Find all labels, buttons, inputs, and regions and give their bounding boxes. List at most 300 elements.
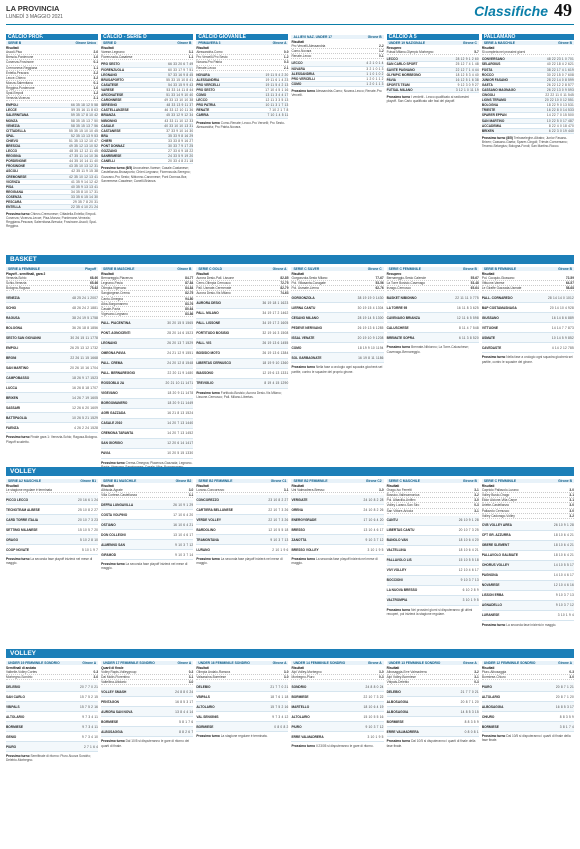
team-stats: 20 7 7 0 21 xyxy=(80,684,99,689)
score: 3-2 xyxy=(474,670,479,675)
team-name: SESTO SAN GIOVANNI xyxy=(6,335,41,340)
team-stats: 21 7 7 0 21 xyxy=(270,684,289,689)
team-name: CARTIERA BELLUNESE xyxy=(196,507,233,512)
score: 3-1 xyxy=(283,488,289,493)
team-stats: 18 10 6 4 20 xyxy=(458,538,479,543)
team-name: TRAMONTANA xyxy=(196,537,219,542)
team-stats: 9 10 3 7 12 xyxy=(555,603,574,608)
team-name: PICCO LECCO xyxy=(6,497,29,502)
next-round-label: Prossimo turno xyxy=(101,739,125,744)
team-name: BRIXEN xyxy=(481,128,494,133)
team-name: AURORA DESIO xyxy=(196,301,222,306)
result-line xyxy=(482,50,574,55)
team-name: COSTA VOLPINO xyxy=(101,512,128,517)
team-stats: 3 12 1 0 11 19 xyxy=(455,87,479,92)
team-stats: 9 10 3 7 12 xyxy=(365,724,384,729)
team-stats: 20 14 10 4 928 xyxy=(549,305,574,310)
group-header xyxy=(482,267,574,271)
next-round-label: Prossimo turno xyxy=(291,744,316,749)
team-name: BREMATE SOPRA xyxy=(386,335,415,340)
table-row xyxy=(6,333,98,343)
group-header xyxy=(6,661,98,665)
score: 0-3 xyxy=(379,675,384,680)
table-row xyxy=(6,535,98,545)
team-name: ALBOSAGGIA xyxy=(386,709,409,714)
team-stats: 42 35 11 9 15 38 xyxy=(71,169,99,174)
team-stats: 26 19 13 6 1285 xyxy=(357,325,384,330)
match: Uni Valmadrera-Bresso xyxy=(291,488,325,493)
team-name: ROSSOBLU 2A xyxy=(101,381,125,386)
table-row xyxy=(6,313,98,323)
team-stats: 42 35 10 12 13 41 xyxy=(69,174,99,179)
team-stats: 38 24 19 5 1758 xyxy=(72,315,99,320)
team-stats: 10 22 5 0 17 487 xyxy=(546,118,574,123)
team-stats: 20 10 7 3 25 xyxy=(458,528,479,533)
match: Pol. Usmate-Lierna xyxy=(291,286,319,291)
result-line xyxy=(291,54,383,59)
score: 2-2 xyxy=(93,70,99,75)
team-name: GORGONZOLA xyxy=(291,295,315,300)
team-stats: 18 10 6 4 21 xyxy=(553,533,574,538)
group-label: Girone A xyxy=(272,661,287,665)
team-stats: 15 10 5 7 20 xyxy=(78,527,99,532)
page-number: 49 xyxy=(554,0,572,20)
group-label: Girone B xyxy=(558,267,572,271)
table-row xyxy=(196,329,288,339)
standings-table xyxy=(387,516,479,606)
team-name: FAENZA xyxy=(6,425,19,430)
group-name: UNDER 17 FEMMINILE SONDRIO xyxy=(103,661,155,665)
next-round-label: Prossimo turno xyxy=(481,622,506,627)
team-name: SAN MARTINO xyxy=(6,365,29,370)
team-stats: 15 7 5 2 15 xyxy=(80,694,99,699)
team-stats: 18 12 5 3 4 40 xyxy=(455,72,479,77)
team-stats: 28 20 14 6 1523 xyxy=(167,331,194,336)
team-stats: 48 22 23 1 0 701 xyxy=(546,57,574,62)
team-stats: 54 33 15 9 9 43 xyxy=(168,82,194,87)
table-row xyxy=(482,591,574,601)
team-stats: 16 11 8 3 625 xyxy=(456,305,479,310)
team-name: CARD TORRE ITALIA xyxy=(6,517,39,522)
team-name: PESCARA xyxy=(6,200,22,204)
group-label: Girone A xyxy=(463,661,477,665)
table-row xyxy=(291,702,383,712)
team-name: PRO VERCELLI xyxy=(196,82,220,87)
score: 3-2 xyxy=(569,513,574,518)
team-stats: 58 35 15 13 7 50 xyxy=(71,118,99,123)
team-stats: 16 10 6 4 21 xyxy=(173,522,194,527)
volley-section-2 xyxy=(6,660,574,844)
team-stats: 26 19 13 6 1384 xyxy=(262,351,289,356)
table-row xyxy=(482,293,574,303)
group-name: SERIE B MASCHILE xyxy=(103,267,135,271)
team-stats: 3 8 1 7 4 xyxy=(559,724,574,729)
team-stats: 30 20 15 5 1565 xyxy=(167,321,194,326)
masthead xyxy=(6,4,63,20)
next-round xyxy=(387,739,479,747)
next-round-label: Prossimo turno xyxy=(291,88,316,93)
team-name: BRESCIA xyxy=(6,143,21,148)
table-row xyxy=(101,369,193,379)
column-title: CALCIO - SERIE D xyxy=(101,34,193,40)
team-name: CASALE 2010 xyxy=(101,421,123,426)
team-stats: 23 10 8 2 27 xyxy=(268,497,289,502)
team-name: CAVENAGO BRIANZA xyxy=(386,315,421,320)
team-stats: 44 35 10 14 11 40 xyxy=(69,159,99,164)
team-name: LURANO xyxy=(196,547,210,552)
team-name: PENTAGON xyxy=(101,699,119,704)
next-round-text: Dal 10/5 si disputeranno le gare di ritorno dei quarti di finale. xyxy=(101,739,190,748)
team-name: VICENZA xyxy=(6,179,20,184)
team-name: BORMIESE xyxy=(386,719,404,724)
standings-column xyxy=(6,478,98,646)
table-row xyxy=(101,510,193,520)
table-row xyxy=(387,333,479,343)
team-name: BOLOGNA xyxy=(481,103,499,108)
team-name: SAN CARLO SPORT xyxy=(386,62,418,67)
table-row xyxy=(101,399,193,409)
next-round-label: Prossimo turno xyxy=(196,120,220,125)
team-name: CANTU xyxy=(386,518,398,523)
team-name: PALL. CORNAREDO xyxy=(481,295,513,300)
team-stats: 22 22 11 0 11 545 xyxy=(545,93,574,98)
next-round xyxy=(6,435,98,443)
team-name: LIBERTAS CERNUSCO xyxy=(196,361,232,366)
team-stats: 24 8 8 0 24 xyxy=(175,689,194,694)
team-stats: 28 12 9 1 2 60 xyxy=(455,57,479,62)
team-stats: 9 12 3 0 9 27 xyxy=(457,82,479,87)
score: 0-3 xyxy=(474,503,479,508)
score: 3-0 xyxy=(283,670,289,675)
standings-column xyxy=(291,478,383,646)
next-round-label: Prossimo turno xyxy=(386,607,411,612)
score: 62-76 xyxy=(375,286,384,291)
score: 83-76 xyxy=(185,301,194,306)
team-name: PALLAVOLO LIS xyxy=(386,558,412,563)
group-header xyxy=(6,41,98,45)
score: 0-1 xyxy=(93,80,99,85)
group-header xyxy=(482,41,574,45)
basket-band xyxy=(6,255,574,264)
table-row xyxy=(482,682,574,692)
table-row xyxy=(387,323,479,333)
next-round-text: Bremate-Nibionno; La Torre-Caluschese; Cavenago-Bernareggio. xyxy=(386,345,469,354)
team-name: OMEGNA PAVIA xyxy=(101,351,126,356)
team-stats: 28 14 14 0 1012 xyxy=(547,295,574,300)
team-name: CAMPOBASSO xyxy=(6,375,30,380)
team-stats: 19 11 5 4 2 20 xyxy=(265,72,289,77)
group-name: PRIMAVERA 3 xyxy=(198,41,221,46)
team-stats: 30 19 15 4 1304 xyxy=(357,305,384,310)
table-row xyxy=(291,535,383,545)
score: 58-68 xyxy=(565,286,574,291)
team-name: BORMIESE xyxy=(291,694,309,699)
score: 3-0 xyxy=(188,680,194,685)
result-line xyxy=(291,675,383,680)
team-stats: 53 33 14 11 8 44 xyxy=(166,87,194,92)
table-row xyxy=(482,313,574,323)
standings-column xyxy=(291,660,383,844)
group-label: Girone B xyxy=(462,267,477,271)
score: 87-84 xyxy=(185,281,194,286)
team-stats: 16 12 5 1 6 38 xyxy=(455,77,479,82)
team-stats: 20 26 10 16 1704 xyxy=(70,365,99,370)
team-stats: 18 10 6 4 19 xyxy=(363,704,384,709)
match: Morbegno-Piuro xyxy=(291,675,315,680)
team-stats: 3 2 1 0 1 3 xyxy=(366,66,384,71)
standings-column xyxy=(101,34,193,252)
table-row xyxy=(6,393,98,403)
team-stats: 14 20 7 13 1440 xyxy=(167,421,194,426)
team-stats: 38 19 19 0 1430 xyxy=(357,295,384,300)
score: 53-48 xyxy=(470,281,479,286)
results-label: Recupero xyxy=(386,272,402,277)
next-round-label: Prossimo turno xyxy=(481,734,506,739)
team-stats: 8 8 3 5 9 xyxy=(559,714,574,719)
next-round xyxy=(101,562,193,570)
team-stats: 14 22 7 0 15 500 xyxy=(546,113,574,118)
team-stats: 24 21 12 9 1551 xyxy=(167,351,194,356)
team-name: VIVI VOLLEY xyxy=(386,568,407,573)
match: Volley Lurano-San Siro xyxy=(386,503,420,508)
match: Vbipals-Delebio xyxy=(386,680,409,685)
team-name: LIERNA CANTU xyxy=(291,305,316,310)
team-name: LURANESE xyxy=(481,613,500,618)
team-name: PRO SESTO xyxy=(101,62,120,67)
table-row xyxy=(387,596,479,606)
match: Bossico-Vallecamonica xyxy=(386,493,420,498)
team-name: VENEZIA xyxy=(6,123,20,128)
table-row xyxy=(387,586,479,596)
score: 0-3 xyxy=(569,670,574,675)
table-row xyxy=(101,500,193,510)
match: Volley Rapis-Volleygroup xyxy=(101,670,137,675)
group-label: Girone A xyxy=(558,661,572,665)
team-name: GENIO xyxy=(6,734,17,739)
team-stats: 45 33 12 9 12 34 xyxy=(166,113,194,118)
table-row xyxy=(482,611,574,621)
table-row xyxy=(6,545,98,555)
score: 5-7 xyxy=(474,50,479,55)
match: Futsal Milano-Olympic Morbegno xyxy=(386,50,434,55)
team-name: LECCO xyxy=(196,98,208,103)
team-name: SPORTS TEAM xyxy=(386,82,410,87)
group-name: SERIE A FEMMINILE xyxy=(8,267,40,271)
match: Le Giraffe Gazzada-Usmate xyxy=(481,286,522,291)
team-stats: 13 10 4 6 17 xyxy=(173,532,194,537)
team-stats: 40 22 18 4 2 621 xyxy=(546,62,574,67)
group-header xyxy=(387,479,479,483)
team-name: CHIEVO xyxy=(6,138,19,143)
team-stats: 3 10 1 9 4 xyxy=(557,613,574,618)
next-round-label: Prossimo turno xyxy=(196,734,220,739)
team-name: PEDEVE NERVIANO xyxy=(291,325,323,330)
table-row xyxy=(6,525,98,535)
team-stats: 22 12 7 1 4 44 xyxy=(455,67,479,72)
team-stats: 22 26 11 15 1668 xyxy=(70,355,99,360)
score: 1-2 xyxy=(379,49,384,54)
table-row xyxy=(101,359,193,369)
score: 3-0 xyxy=(569,675,574,680)
team-name: ZANOTTA xyxy=(291,537,307,542)
score: 65-66 xyxy=(90,281,99,286)
team-stats: 58 35 15 13 7 56 xyxy=(71,123,99,128)
score: 82-75 xyxy=(185,291,194,296)
team-name: CREMONA TARANTA xyxy=(101,431,134,436)
band-title: BASKET xyxy=(10,256,37,263)
team-name: VARESE xyxy=(101,87,115,92)
result-line xyxy=(482,675,574,680)
team-name: ASCOLI xyxy=(6,169,19,174)
team-stats: 24 8 8 0 24 xyxy=(365,684,384,689)
next-round xyxy=(291,557,383,565)
score: 3-0 xyxy=(569,508,574,513)
next-round xyxy=(196,121,288,129)
team-name: BRESSO xyxy=(291,527,305,532)
standings-table xyxy=(482,682,574,732)
table-row xyxy=(6,403,98,413)
team-name: MARTELLO xyxy=(291,704,310,709)
team-stats: 48 25 24 1 2007 xyxy=(72,295,99,300)
team-stats: 20 8 7 1 20 xyxy=(460,699,479,704)
table-row xyxy=(387,303,479,313)
table-row xyxy=(387,293,479,303)
team-name: ENTELLA xyxy=(6,205,21,210)
team-stats: 26 10 9 1 29 xyxy=(173,502,194,507)
group-header xyxy=(482,479,574,483)
match: Renate-Lecco xyxy=(196,65,217,70)
table-row xyxy=(482,323,574,333)
team-name: PRO VERCELLI xyxy=(291,76,316,81)
team-name: VOLLEY SMASH xyxy=(101,689,127,694)
match: Cantu-Omegna xyxy=(101,296,123,301)
match: Venezia-Vicenza xyxy=(6,96,30,101)
team-name: ALESSANDRIA xyxy=(291,71,315,76)
table-row xyxy=(387,697,479,707)
match: Alpi Volley-Morbegno xyxy=(291,670,322,675)
table-row xyxy=(6,495,98,505)
table-row xyxy=(291,303,383,313)
next-round xyxy=(482,355,574,363)
table-row xyxy=(482,531,574,541)
table-row xyxy=(6,505,98,515)
match: Gorgonzola-Sesto Milano xyxy=(291,276,328,281)
group-header xyxy=(291,661,383,665)
team-stats: 20 21 10 11 1471 xyxy=(165,381,194,386)
table-row xyxy=(387,313,479,323)
group-label: Girone B xyxy=(558,479,572,483)
table-row xyxy=(291,353,383,363)
result-line xyxy=(196,675,288,680)
table-row xyxy=(101,159,193,164)
team-stats: 66 35 18 12 5 58 xyxy=(71,103,99,108)
table-row xyxy=(101,520,193,530)
column-title: PALLAMANO xyxy=(482,34,574,40)
score: 2-1 xyxy=(283,65,289,70)
match: Pallavolo Cernusco xyxy=(481,508,510,513)
standings-table xyxy=(291,495,383,555)
standings-table xyxy=(291,682,383,742)
team-stats: 9 10 3 7 12 xyxy=(175,542,194,547)
standings-column xyxy=(387,266,479,473)
volley-band-1 xyxy=(6,467,574,476)
team-stats: 12 26 6 20 1609 xyxy=(72,405,99,410)
score: 3-1 xyxy=(569,498,574,503)
standings-table xyxy=(196,682,288,732)
team-stats: 32 19 16 3 1508 xyxy=(262,331,289,336)
team-stats: 33 33 8 9 16 27 xyxy=(168,138,194,143)
team-name: SONDRIO xyxy=(291,684,307,689)
score: 84-77 xyxy=(185,276,194,281)
team-stats: 16 14 8 6 889 xyxy=(551,315,574,320)
team-stats: 15 7 5 2 16 xyxy=(270,704,289,709)
group-label: Girone A xyxy=(272,267,287,271)
results-label: Recupero xyxy=(386,46,402,51)
score: 3-0 xyxy=(93,675,99,680)
table-row xyxy=(196,339,288,349)
group-header xyxy=(101,661,193,665)
team-name: VERGIATE xyxy=(291,497,308,502)
table-row xyxy=(196,535,288,545)
table-row xyxy=(196,722,288,732)
team-stats: 13 10 4 6 17 xyxy=(363,527,384,532)
match: Legnano-Pavia xyxy=(101,281,123,286)
team-stats: 8 8 2 6 7 xyxy=(179,729,194,734)
group-label: Girone C xyxy=(367,267,382,271)
team-stats: 21 7 7 0 21 xyxy=(460,689,479,694)
team-name: BORGOMANERO xyxy=(101,401,128,406)
team-stats: 1 2 0 1 1 2 xyxy=(366,76,384,81)
next-round-text: Dal 10/5 si disputeranno i quarti di finale della fase finale. xyxy=(481,734,571,743)
group-label: Girone B xyxy=(367,35,382,39)
team-stats: 16 19 8 11 1186 xyxy=(358,355,384,360)
team-stats: 12 10 4 6 16 xyxy=(553,583,574,588)
next-round xyxy=(291,365,383,373)
team-stats: 14 26 7 19 1605 xyxy=(72,395,99,400)
team-stats: 10 11 3 1 7 13 xyxy=(265,103,289,108)
team-stats: 20 8 7 1 20 xyxy=(555,694,574,699)
score: 94-80 xyxy=(185,296,194,301)
team-name: PALL. MILANO xyxy=(196,311,219,316)
group-header xyxy=(387,267,479,271)
match: Valbelle-Volley Cortes xyxy=(6,670,37,675)
match: Aurora Desio-Vis Milano xyxy=(196,291,231,296)
group-name: ALLIEVI NAZ. UNDER 17 xyxy=(293,35,332,39)
standings-table xyxy=(196,299,288,389)
team-stats: 6 10 2 8 9 xyxy=(462,588,479,593)
team-stats: 28 19 14 5 1300 xyxy=(357,315,384,320)
table-row xyxy=(291,692,383,702)
team-name: BANOLO VAN xyxy=(386,538,408,543)
next-round xyxy=(6,754,98,762)
group-header xyxy=(291,479,383,483)
score: 1-2 xyxy=(283,55,289,60)
match: Bernareggio-Sesto Calende xyxy=(386,276,426,281)
score: 3-2 xyxy=(93,75,99,80)
team-stats: 18 22 9 0 13 531 xyxy=(546,103,574,108)
standings-column xyxy=(196,34,288,252)
group-name: SERIE D xyxy=(103,41,117,46)
score: 83-86 xyxy=(185,311,194,316)
next-round-label: Prossimo turno xyxy=(196,390,220,395)
team-name: LEGNANO xyxy=(101,72,118,77)
table-row xyxy=(387,536,479,546)
team-stats: 16 8 5 3 17 xyxy=(555,704,574,709)
table-row xyxy=(101,419,193,429)
group-name: SERIE B2 FEMMINILE xyxy=(198,479,233,483)
table-row xyxy=(196,545,288,555)
match: Capriolo Pallavolo-Lurano xyxy=(481,488,519,493)
